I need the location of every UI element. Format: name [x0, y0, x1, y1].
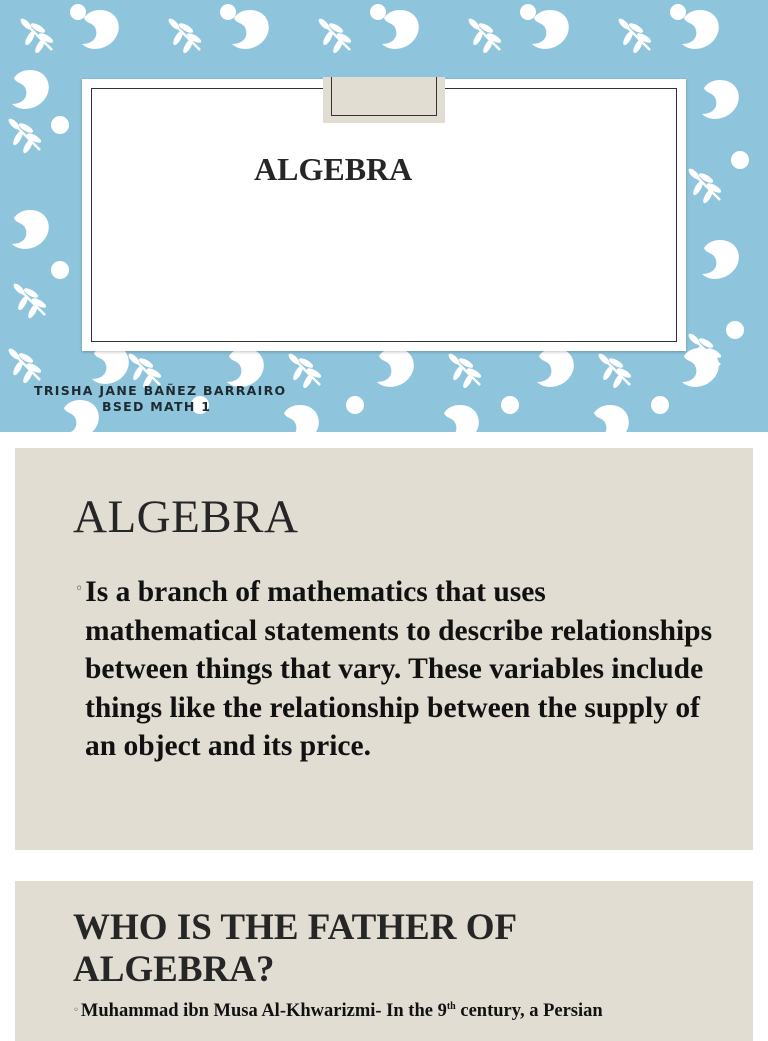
- father-text-after: century, a Persian: [455, 1001, 603, 1022]
- definition-bullet: [75, 570, 725, 766]
- definition-slide: [15, 448, 753, 850]
- father-heading: WHO IS THE FATHER OF ALGEBRA?: [73, 907, 516, 990]
- title-card-tab: [323, 77, 445, 123]
- title-slide: [0, 0, 768, 432]
- father-bullet: [73, 1001, 743, 1022]
- definition-heading: ALGEBRA: [73, 491, 299, 543]
- father-of-algebra-slide: [15, 881, 753, 1041]
- author-info: [34, 383, 286, 415]
- title-card: [82, 79, 686, 351]
- author-course: BSED MATH 1: [102, 399, 212, 414]
- bullet-icon: ◦: [73, 1005, 79, 1017]
- definition-text: Is a branch of mathematics that uses mathematical statements to describe relationships between things that vary. These variables include things like the relationship between the supply of an object and its price.: [85, 576, 713, 763]
- title-card-border: [91, 88, 677, 342]
- bullet-icon: ◦: [75, 581, 84, 597]
- author-name: TRISHA JANE BAÑEZ BARRAIRO: [34, 383, 287, 398]
- father-text-sup: th: [446, 1001, 456, 1012]
- father-text-before: Muhammad ibn Musa Al-Khwarizmi- In the 9: [80, 1001, 447, 1022]
- title-slide-heading: ALGEBRA: [254, 151, 413, 187]
